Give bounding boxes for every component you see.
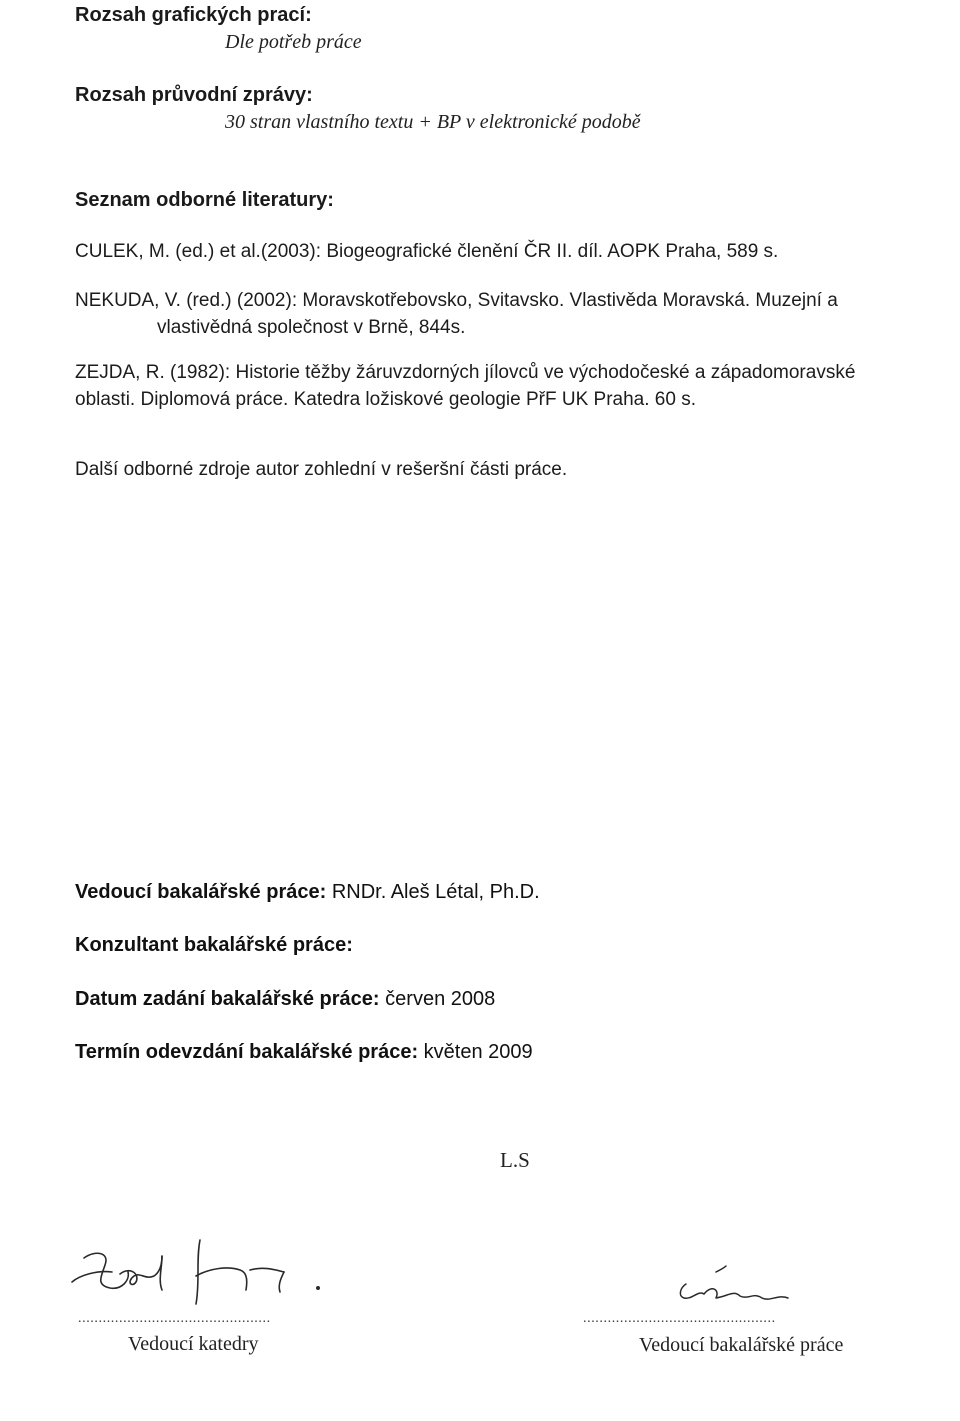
- deadline-label: Termín odevzdání bakalářské práce:: [75, 1041, 419, 1063]
- consultant-row: [75, 934, 353, 957]
- reference-2-line-2: vlastivědná společnost v Brně, 844s.: [157, 317, 466, 338]
- supervisor-value: RNDr. Aleš Létal, Ph.D.: [331, 881, 540, 903]
- report-value: 30 stran vlastního textu + BP v elektronické podobě: [225, 111, 641, 133]
- deadline-value: květen 2009: [423, 1041, 533, 1063]
- supervisor-row: [75, 881, 540, 904]
- graphics-value: Dle potřeb práce: [225, 31, 362, 53]
- left-signature-image: [50, 1230, 390, 1310]
- reference-1-line-1: CULEK, M. (ed.) et al.(2003): Biogeografické členění ČR II. díl. AOPK Praha, 589 s.: [75, 241, 779, 262]
- deadline-row: [75, 1041, 533, 1064]
- graphics-heading: Rozsah grafických prací:: [75, 4, 312, 26]
- left-signature-line: ...............................................: [78, 1311, 271, 1326]
- literature-heading: Seznam odborné literatury:: [75, 189, 334, 211]
- left-signature-caption: Vedoucí katedry: [128, 1333, 259, 1355]
- literature-note: Další odborné zdroje autor zohlední v rešeršní části práce.: [75, 459, 568, 480]
- reference-3-line-2: oblasti. Diplomová práce. Katedra ložiskové geologie PřF UK Praha. 60 s.: [75, 389, 696, 410]
- supervisor-label: Vedoucí bakalářské práce:: [75, 881, 327, 903]
- reference-2-line-1: NEKUDA, V. (red.) (2002): Moravskotřebovsko, Svitavsko. Vlastivěda Moravská. Muzejní a: [75, 290, 838, 311]
- right-signature-caption: Vedoucí bakalářské práce: [639, 1334, 844, 1356]
- assigned-label: Datum zadání bakalářské práce:: [75, 988, 380, 1010]
- right-signature-image: [670, 1260, 830, 1310]
- assigned-value: červen 2008: [385, 988, 496, 1010]
- report-heading: Rozsah průvodní zprávy:: [75, 84, 313, 106]
- consultant-label: Konzultant bakalářské práce:: [75, 934, 353, 956]
- seal-mark: L.S: [500, 1148, 530, 1172]
- assigned-row: [75, 988, 495, 1011]
- reference-3-line-1: ZEJDA, R. (1982): Historie těžby žáruvzdorných jílovců ve východočeské a západomoravské: [75, 362, 856, 383]
- right-signature-line: ...............................................: [583, 1311, 776, 1326]
